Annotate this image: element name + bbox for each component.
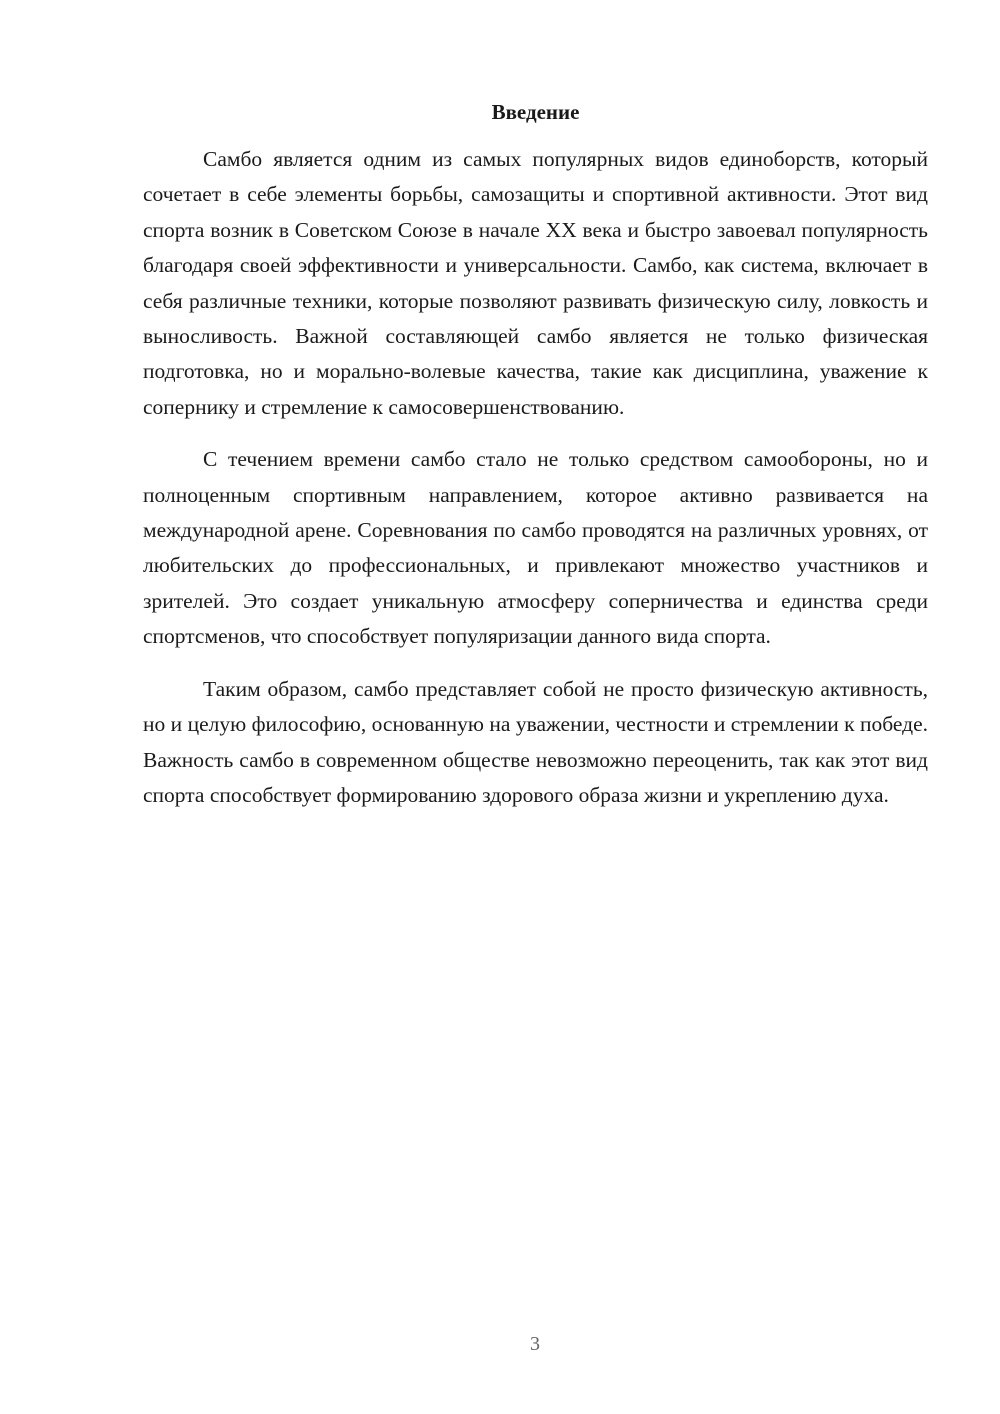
paragraph-3: Таким образом, самбо представляет собой не просто физическую активность, но и целую философию, основанную на уважении, честности и стремлении к победе. Важность самбо в современном обществе невозможно переоценить, так как этот вид спорта способствует формированию здорового образа жизни и укреплению духа. bbox=[143, 676, 928, 807]
body-text bbox=[143, 142, 928, 830]
paragraph-1: Самбо является одним из самых популярных видов единоборств, который сочетает в себе элементы борьбы, самозащиты и спортивной активности. Этот вид спорта возник в Советском Союзе в начале XX века и быстро завоевал популярность благодаря своей эффективности и универсальности. Самбо, как система, включает в себя различные техники, которые позволяют развивать физическую силу, ловкость и выносливость. Важной составляющей самбо является не только физическая подготовка, но и морально-волевые качества, такие как дисциплина, уважение к сопернику и стремление к самосовершенствованию. bbox=[143, 147, 928, 419]
paragraph-2: С течением времени самбо стало не только средством самообороны, но и полноценным спортивным направлением, которое активно развивается на международной арене. Соревнования по самбо проводятся на различных уровнях, от любительских до профессиональных, и привлекают множество участников и зрителей. Это создает уникальную атмосферу соперничества и единства среди спортсменов, что способствует популяризации данного вида спорта. bbox=[143, 447, 928, 649]
page-number: 3 bbox=[530, 1333, 540, 1355]
page-title: Введение bbox=[491, 100, 580, 124]
